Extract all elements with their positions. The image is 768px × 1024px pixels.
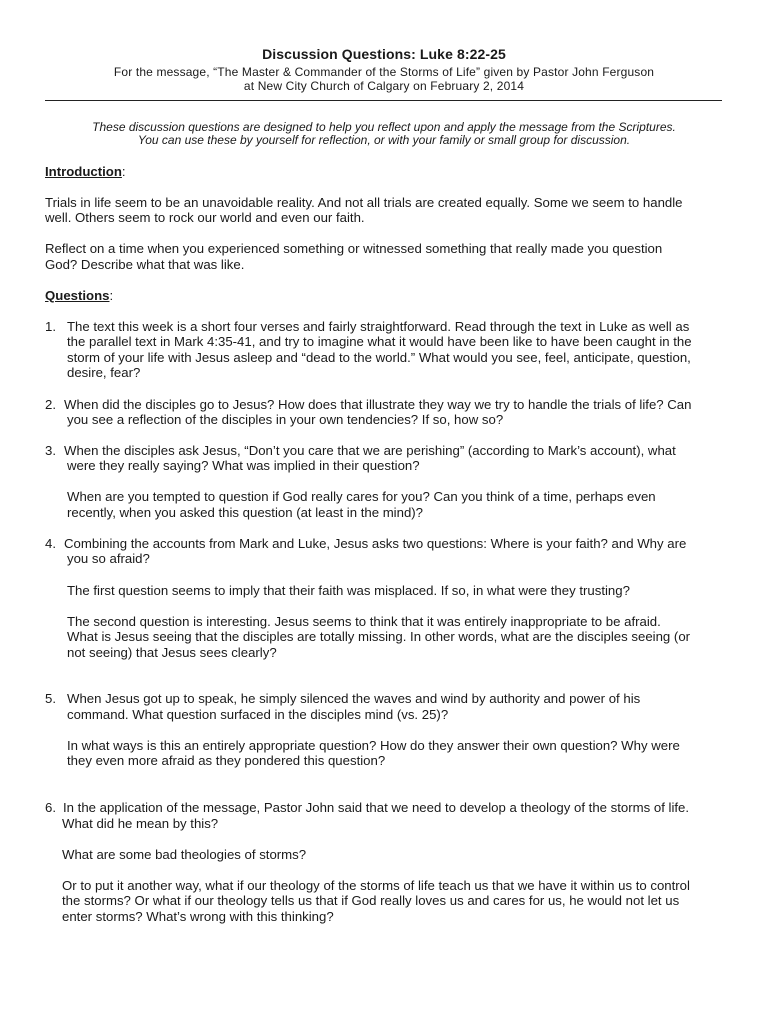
question-3-line-1: When the disciples ask Jesus, “Don’t you care that we are perishing” (according to Mark’s account), what — [64, 443, 676, 458]
question-4-number: 4. — [45, 536, 56, 551]
instruction-note-line-2: You can use these by yourself for reflection, or with your family or small group for discussion. — [137, 133, 631, 147]
questions-heading-row: Questions: — [45, 288, 114, 303]
question-4-sub-1: The first question seems to imply that their faith was misplaced. If so, in what were they trusting? — [67, 583, 630, 598]
question-4-sub-2-line-2: What is Jesus seeing that the disciples are totally missing. In other words, what are the disciples seeing (or — [67, 629, 691, 644]
question-1-line-4: desire, fear? — [67, 365, 141, 380]
subtitle-line-1: For the message, “The Master & Commander of the Storms of Life” given by Pastor John Ferguson — [113, 65, 655, 79]
introduction-heading-row: Introduction: — [45, 164, 126, 179]
question-5-sub-line-1: In what ways is this an entirely appropriate question? How do they answer their own question? Why were — [67, 738, 680, 753]
question-6-sub-1: What are some bad theologies of storms? — [62, 847, 307, 862]
question-6-sub-2-line-2: the storms? Or what if our theology tells us that if God really loves us and cares for us, he would not let us — [62, 893, 680, 908]
question-6-sub-2-line-3: enter storms? What’s wrong with this thinking? — [62, 909, 334, 924]
question-5-line-1: When Jesus got up to speak, he simply silenced the waves and wind by authority and power of his — [67, 691, 641, 706]
header-divider — [45, 100, 722, 101]
question-4-line-1: Combining the accounts from Mark and Luke, Jesus asks two questions: Where is your faith? and Why are — [64, 536, 687, 551]
question-6-number: 6. — [45, 800, 56, 815]
intro-para2-line1: Reflect on a time when you experienced something or witnessed something that really made you question — [45, 241, 663, 256]
intro-para1-line2: well. Others seem to rock our world and even our faith. — [45, 210, 365, 225]
question-2-line-2: you see a reflection of the disciples in your own tendencies? If so, how so? — [67, 412, 504, 427]
question-3-line-2: were they really saying? What was implied in their question? — [67, 458, 420, 473]
document-title: Discussion Questions: Luke 8:22-25 — [262, 46, 506, 62]
question-1-line-3: storm of your life with Jesus asleep and “dead to the world.” What would you see, feel, anticipate, question, — [67, 350, 691, 365]
questions-heading: Questions — [45, 288, 110, 303]
question-4-line-2: you so afraid? — [67, 551, 150, 566]
question-6-sub-2-line-1: Or to put it another way, what if our theology of the storms of life teach us that we have it within us to control — [62, 878, 690, 893]
question-1-number: 1. — [45, 319, 56, 334]
question-4-sub-2-line-3: not seeing) that Jesus sees clearly? — [67, 645, 277, 660]
question-6-line-2: What did he mean by this? — [62, 816, 219, 831]
question-3-sub-line-2: recently, when you asked this question (at least in the mind)? — [67, 505, 424, 520]
introduction-heading: Introduction — [45, 164, 122, 179]
intro-para1-line1: Trials in life seem to be an unavoidable reality. And not all trials are created equally. Some we seem to handle — [45, 195, 683, 210]
question-3-sub-line-1: When are you tempted to question if God really cares for you? Can you think of a time, perhaps even — [67, 489, 656, 504]
question-3-number: 3. — [45, 443, 56, 458]
instruction-note-line-1: These discussion questions are designed to help you reflect upon and apply the message from the Scriptures. — [92, 120, 676, 134]
intro-para2-line2: God? Describe what that was like. — [45, 257, 245, 272]
question-5-line-2: command. What question surfaced in the disciples mind (vs. 25)? — [67, 707, 449, 722]
question-1-line-2: the parallel text in Mark 4:35-41, and try to imagine what it would have been like to have been caught in the — [67, 334, 692, 349]
question-4-sub-2-line-1: The second question is interesting. Jesus seems to think that it was entirely inappropriate to be afraid. — [67, 614, 661, 629]
question-2-line-1: When did the disciples go to Jesus? How does that illustrate they way we try to handle the trials of life? Can — [64, 397, 692, 412]
question-1-line-1: The text this week is a short four verses and fairly straightforward. Read through the text in Luke as well as — [67, 319, 690, 334]
question-5-number: 5. — [45, 691, 56, 706]
question-5-sub-line-2: they even more afraid as they pondered this question? — [67, 753, 386, 768]
question-2-number: 2. — [45, 397, 56, 412]
subtitle-line-2: at New City Church of Calgary on February 2, 2014 — [243, 79, 525, 93]
question-6-line-1: In the application of the message, Pastor John said that we need to develop a theology of the storms of life. — [63, 800, 690, 815]
